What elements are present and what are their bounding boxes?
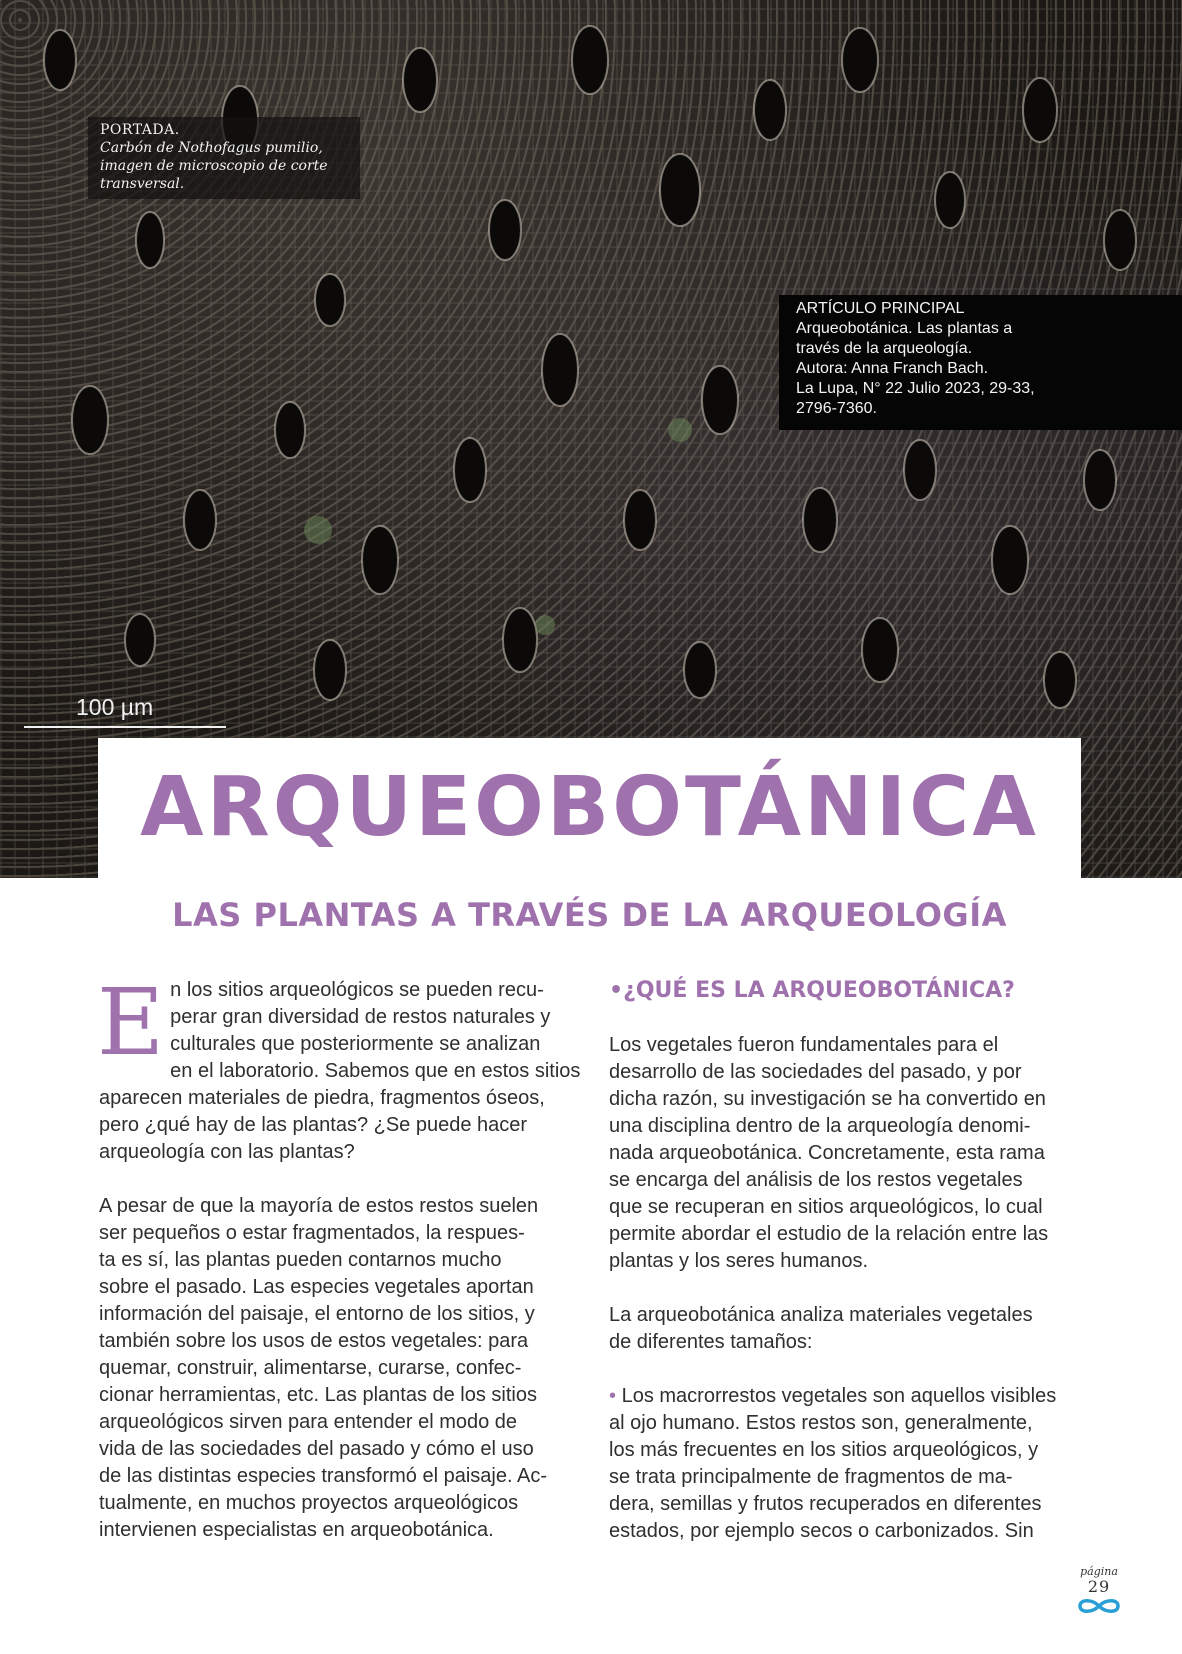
text-line: estados, por ejemplo secos o carbonizados. Sin xyxy=(609,1520,1034,1542)
text-line: quemar, construir, alimentarse, curarse, confec- xyxy=(99,1357,522,1379)
page-word: página xyxy=(1080,1565,1118,1578)
text-line: ta es sí, las plantas pueden contarnos mucho xyxy=(99,1249,502,1271)
page-subtitle: LAS PLANTAS A TRAVÉS DE LA ARQUEOLOGÍA xyxy=(172,896,1007,934)
text-line: se encarga del análisis de los restos vegetales xyxy=(609,1169,1023,1191)
text-line: arqueológicos sirven para entender el modo de xyxy=(99,1411,518,1433)
article-box-line: Autora: Anna Franch Bach. xyxy=(796,360,989,377)
text-line: que se recuperan en sitios arqueológicos, lo cual xyxy=(609,1196,1043,1218)
text-line: en el laboratorio. Sabemos que en estos sitios xyxy=(170,1060,581,1082)
text-line: dera, semillas y frutos recuperados en diferentes xyxy=(609,1493,1042,1515)
text-line: también sobre los usos de estos vegetales: para xyxy=(99,1330,529,1352)
page-title: ARQUEOBOTÁNICA xyxy=(140,760,1039,855)
text-line: A pesar de que la mayoría de estos restos suelen xyxy=(99,1195,539,1217)
bullet-paragraph xyxy=(609,1383,1084,1545)
text-line: perar gran diversidad de restos naturales y xyxy=(170,1006,551,1028)
text-line: ser pequeños o estar fragmentados, la respues- xyxy=(99,1222,525,1244)
text-line: sobre el pasado. Las especies vegetales aportan xyxy=(99,1276,534,1298)
text-line: tualmente, en muchos proyectos arqueológicos xyxy=(99,1492,519,1514)
text-line: culturales que posteriormente se analizan xyxy=(170,1033,541,1055)
text-line: La arqueobotánica analiza materiales vegetales xyxy=(609,1304,1033,1326)
text-line xyxy=(609,1383,1084,1410)
page-number-block xyxy=(1069,1565,1129,1618)
text-line: al ojo humano. Estos restos son, generalmente, xyxy=(609,1412,1033,1434)
text-line: se trata principalmente de fragmentos de ma- xyxy=(609,1466,1013,1488)
scale-bar-label: 100 µm xyxy=(76,694,154,720)
article-box-line: Arqueobotánica. Las plantas a xyxy=(796,320,1013,337)
bullet-text: Los macrorrestos vegetales son aquellos visibles xyxy=(616,1385,1057,1407)
right-column xyxy=(609,977,1084,1545)
main-article-box xyxy=(779,295,1182,430)
text-line: permite abordar el estudio de la relación entre las xyxy=(609,1223,1049,1245)
text-line: cionar herramientas, etc. Las plantas de los sitios xyxy=(99,1384,537,1406)
body-paragraph xyxy=(609,1302,1084,1356)
text-line: vida de las sociedades del pasado y cómo el uso xyxy=(99,1438,534,1460)
scale-bar xyxy=(24,726,226,728)
body-paragraph xyxy=(609,1032,1084,1275)
page-number: 29 xyxy=(1087,1577,1111,1596)
text-line: los más frecuentes en los sitios arqueológicos, y xyxy=(609,1439,1039,1461)
text-line: aparecen materiales de piedra, fragmentos óseos, xyxy=(99,1087,545,1109)
text-line: arqueología con las plantas? xyxy=(99,1141,355,1163)
text-line: de las distintas especies transformó el paisaje. Ac- xyxy=(99,1465,547,1487)
cover-caption xyxy=(88,117,360,199)
text-line: una disciplina dentro de la arqueología denomi- xyxy=(609,1115,1031,1137)
left-column xyxy=(97,969,581,1544)
text-line: de diferentes tamaños: xyxy=(609,1331,813,1353)
section-heading xyxy=(609,977,1084,1004)
drop-cap: E xyxy=(97,969,165,1076)
body-paragraph xyxy=(99,1193,559,1544)
infinity-logo-icon xyxy=(1076,1598,1122,1614)
text-line: desarrollo de las sociedades del pasado, y por xyxy=(609,1061,1022,1083)
article-box-line: través de la arqueología. xyxy=(796,340,973,357)
text-line: pero ¿qué hay de las plantas? ¿Se puede hacer xyxy=(99,1114,528,1136)
text-line: n los sitios arqueológicos se pueden recu- xyxy=(170,979,544,1001)
cover-caption-label: PORTADA. xyxy=(100,122,180,138)
text-line: dicha razón, su investigación se ha convertido en xyxy=(609,1088,1046,1110)
text-line: nada arqueobotánica. Concretamente, esta rama xyxy=(609,1142,1045,1164)
bullet-icon: • xyxy=(609,1385,617,1407)
article-box-line: ARTÍCULO PRINCIPAL xyxy=(796,300,965,317)
intro-paragraph xyxy=(97,969,581,1166)
section-heading-text: ¿QUÉ ES LA ARQUEOBOTÁNICA? xyxy=(623,978,1015,1003)
heading-bullet-icon: • xyxy=(609,978,624,1003)
text-line: intervienen especialistas en arqueobotánica. xyxy=(99,1519,494,1541)
article-box-line: La Lupa, N° 22 Julio 2023, 29-33, xyxy=(796,380,1035,397)
text-line: plantas y los seres humanos. xyxy=(609,1250,869,1272)
text-line: Los vegetales fueron fundamentales para el xyxy=(609,1034,999,1056)
text-line: información del paisaje, el entorno de los sitios, y xyxy=(99,1303,535,1325)
cover-caption-text: Carbón de Nothofagus pumilio, imagen de microscopio de corte transversal. xyxy=(100,140,328,192)
article-box-line: 2796-7360. xyxy=(796,400,877,417)
